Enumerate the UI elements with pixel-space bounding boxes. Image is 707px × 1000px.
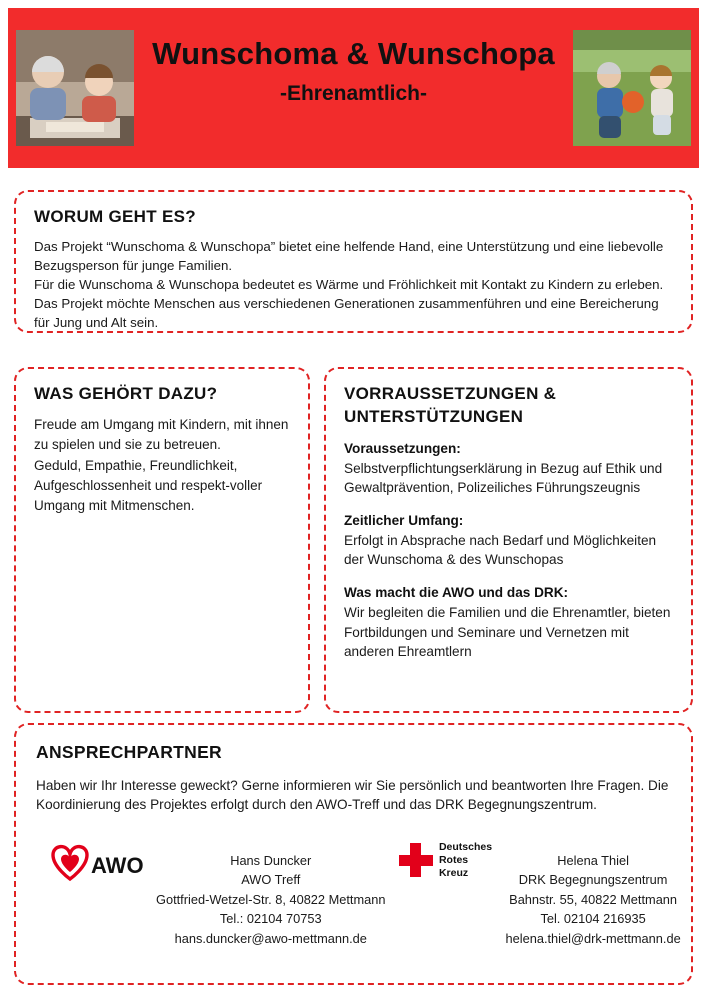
red-cross-icon [399, 843, 433, 877]
contact-awo-address: Gottfried-Wetzel-Str. 8, 40822 Mettmann [156, 891, 386, 907]
section-body-ansprechpartner [36, 776, 671, 815]
drk-logo-group [399, 841, 492, 879]
contact-awo-details [156, 837, 386, 948]
section-body-was [34, 415, 290, 516]
drk-logo-wordmark [439, 841, 492, 879]
contact-drk-name: Helena Thiel [557, 853, 629, 868]
poster-title: Wunschoma & Wunschopa [152, 36, 555, 71]
contact-drk-phone: Tel. 02104 216935 [540, 911, 646, 927]
section-worum-geht-es [14, 190, 693, 333]
contact-awo-name: Hans Duncker [230, 853, 312, 868]
contact-drk-org: DRK Begegnungszentrum [518, 872, 668, 888]
section-ansprechpartner [14, 723, 693, 985]
photo-grandfather-and-child [573, 30, 691, 146]
contact-drk-email[interactable]: helena.thiel@drk-mettmann.de [505, 930, 681, 946]
contact-awo-email[interactable]: hans.duncker@awo-mettmann.de [174, 930, 367, 946]
svg-text:AWO: AWO [91, 853, 144, 878]
photo-right-illustration [573, 30, 691, 146]
worum-paragraph-2: Für die Wunschoma & Wunschopa bedeutet es Wärme und Fröhlichkeit mit Kontakt zu Kindern zu erleben. [34, 276, 664, 292]
contact-drk-details [506, 837, 681, 948]
drk-word-1: Deutsches [438, 841, 493, 853]
drk-logo [386, 837, 506, 879]
voraussetzungen-block-3 [344, 583, 673, 662]
voraussetzungen-block-2 [344, 511, 673, 570]
poster-subtitle: -Ehrenamtlich- [279, 81, 428, 105]
voraussetzungen-text-3: Wir begleiten die Familien und die Ehrenamtler, bieten Fortbildungen und Seminare und Vernetzen mit anderen Ehreamtlern [344, 604, 671, 660]
drk-word-2: Rotes [438, 853, 469, 866]
section-voraussetzungen [324, 367, 693, 713]
worum-paragraph-3: Das Projekt möchte Menschen aus verschiedenen Generationen zusammenführen und eine Bereicherung für Jung und Alt sein. [34, 295, 659, 330]
contact-awo-phone: Tel.: 02104 70753 [219, 911, 322, 927]
section-was-gehoert-dazu [14, 367, 310, 713]
section-title-ansprechpartner: ANSPRECHPARTNER [36, 742, 222, 762]
voraussetzungen-heading-1: Voraussetzungen: [344, 440, 461, 456]
voraussetzungen-text-1: Selbstverpflichtungserklärung in Bezug auf Ethik und Gewaltprävention, Polizeiliches Führungszeugnis [344, 460, 663, 496]
voraussetzungen-block-1 [344, 439, 673, 498]
awo-logo-icon [43, 841, 149, 893]
section-title-was: WAS GEHÖRT DAZU? [34, 384, 218, 403]
ansprechpartner-intro: Haben wir Ihr Interesse geweckt? Gerne informieren wir Sie persönlich und beantworten Ihre Fragen. Die Koordinierung des Projektes erfolgt durch den AWO-Treff und das DRK Begegnungszentrum. [36, 777, 669, 813]
voraussetzungen-text-2: Erfolgt in Absprache nach Bedarf und Möglichkeiten der Wunschoma & des Wunschopas [344, 532, 657, 568]
worum-paragraph-1: Das Projekt “Wunschoma & Wunschopa” bietet eine helfende Hand, eine Unterstützung und eine liebevolle Bezugsperson für junge Familien. [34, 239, 664, 273]
was-paragraph-1: Freude am Umgang mit Kindern, mit ihnen zu spielen und sie zu betreuen. [34, 417, 289, 453]
section-body-worum [34, 238, 673, 332]
poster-header [8, 8, 699, 168]
contact-drk [386, 837, 681, 948]
section-title-voraussetzungen: VORRAUSSETZUNGEN & UNTERSTÜTZUNGEN [344, 384, 557, 426]
contact-awo [36, 837, 386, 948]
voraussetzungen-heading-3: Was macht die AWO und das DRK: [344, 585, 569, 601]
section-title-worum: WORUM GEHT ES? [34, 207, 196, 226]
contact-awo-org: AWO Treff [241, 872, 301, 888]
section-body-voraussetzungen [344, 439, 673, 662]
drk-word-3: Kreuz [438, 866, 469, 879]
contacts-row [36, 837, 681, 948]
contact-drk-address: Bahnstr. 55, 40822 Mettmann [509, 891, 678, 907]
was-paragraph-2: Geduld, Empathie, Freundlichkeit, Aufgeschlossenheit und respekt-voller Umgang mit Mitmenschen. [34, 457, 263, 514]
voraussetzungen-heading-2: Zeitlicher Umfang: [344, 512, 464, 528]
awo-logo [36, 837, 156, 893]
